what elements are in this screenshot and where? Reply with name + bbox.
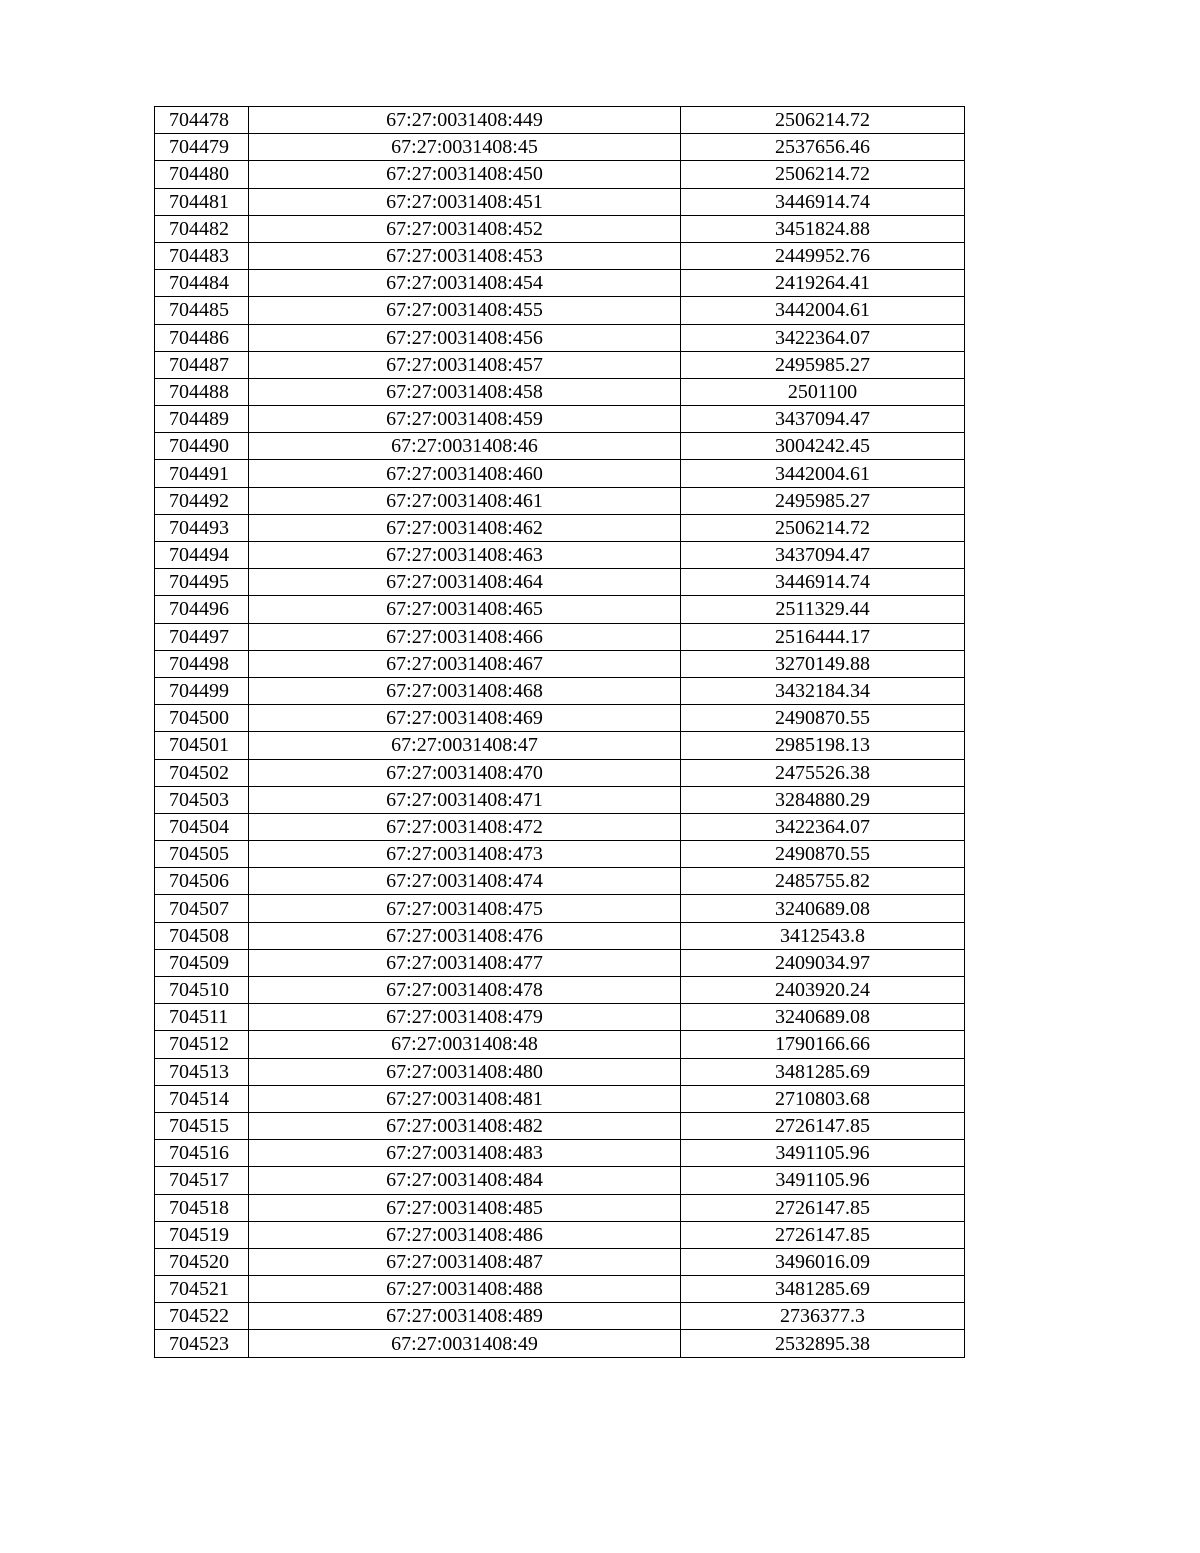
cadastral-value-cell: 2506214.72 <box>681 107 965 134</box>
cadastral-number-cell: 67:27:0031408:464 <box>249 569 681 596</box>
table-row <box>155 378 965 405</box>
row-number-cell: 704509 <box>155 949 249 976</box>
table-row <box>155 1330 965 1357</box>
cadastral-number-cell: 67:27:0031408:454 <box>249 270 681 297</box>
table-row <box>155 351 965 378</box>
row-number-cell: 704504 <box>155 813 249 840</box>
table-row <box>155 1112 965 1139</box>
cadastral-value-cell: 2532895.38 <box>681 1330 965 1357</box>
row-number-cell: 704488 <box>155 378 249 405</box>
cadastral-number-cell: 67:27:0031408:475 <box>249 895 681 922</box>
cadastral-number-cell: 67:27:0031408:483 <box>249 1140 681 1167</box>
row-number-cell: 704519 <box>155 1221 249 1248</box>
row-number-cell: 704503 <box>155 786 249 813</box>
row-number-cell: 704498 <box>155 650 249 677</box>
row-number-cell: 704514 <box>155 1085 249 1112</box>
cadastral-value-cell: 3004242.45 <box>681 433 965 460</box>
table-row <box>155 161 965 188</box>
cadastral-number-cell: 67:27:0031408:449 <box>249 107 681 134</box>
table-row <box>155 487 965 514</box>
table-row <box>155 1167 965 1194</box>
cadastral-value-cell: 2506214.72 <box>681 161 965 188</box>
cadastral-value-cell: 2490870.55 <box>681 705 965 732</box>
cadastral-value-cell: 3422364.07 <box>681 324 965 351</box>
row-number-cell: 704500 <box>155 705 249 732</box>
cadastral-value-cell: 3284880.29 <box>681 786 965 813</box>
table-row <box>155 596 965 623</box>
cadastral-value-cell: 3270149.88 <box>681 650 965 677</box>
cadastral-number-cell: 67:27:0031408:482 <box>249 1112 681 1139</box>
table-row <box>155 324 965 351</box>
row-number-cell: 704491 <box>155 460 249 487</box>
cadastral-number-cell: 67:27:0031408:484 <box>249 1167 681 1194</box>
cadastral-value-cell: 2726147.85 <box>681 1221 965 1248</box>
row-number-cell: 704499 <box>155 677 249 704</box>
cadastral-value-cell: 3412543.8 <box>681 922 965 949</box>
table-row <box>155 1276 965 1303</box>
cadastral-number-cell: 67:27:0031408:460 <box>249 460 681 487</box>
cadastral-value-cell: 3422364.07 <box>681 813 965 840</box>
table-row <box>155 977 965 1004</box>
cadastral-value-cell: 3437094.47 <box>681 406 965 433</box>
table-row <box>155 242 965 269</box>
table-row <box>155 297 965 324</box>
row-number-cell: 704513 <box>155 1058 249 1085</box>
cadastral-number-cell: 67:27:0031408:466 <box>249 623 681 650</box>
cadastral-number-cell: 67:27:0031408:485 <box>249 1194 681 1221</box>
cadastral-number-cell: 67:27:0031408:49 <box>249 1330 681 1357</box>
row-number-cell: 704494 <box>155 542 249 569</box>
cadastral-number-cell: 67:27:0031408:453 <box>249 242 681 269</box>
cadastral-value-cell: 2710803.68 <box>681 1085 965 1112</box>
row-number-cell: 704517 <box>155 1167 249 1194</box>
cadastral-value-cell: 3451824.88 <box>681 215 965 242</box>
row-number-cell: 704518 <box>155 1194 249 1221</box>
cadastral-number-cell: 67:27:0031408:471 <box>249 786 681 813</box>
cadastral-number-cell: 67:27:0031408:457 <box>249 351 681 378</box>
cadastral-number-cell: 67:27:0031408:481 <box>249 1085 681 1112</box>
table-row <box>155 677 965 704</box>
cadastral-number-cell: 67:27:0031408:450 <box>249 161 681 188</box>
table-row <box>155 433 965 460</box>
row-number-cell: 704520 <box>155 1248 249 1275</box>
row-number-cell: 704521 <box>155 1276 249 1303</box>
cadastral-value-cell: 3446914.74 <box>681 188 965 215</box>
cadastral-number-cell: 67:27:0031408:480 <box>249 1058 681 1085</box>
table-row <box>155 1085 965 1112</box>
row-number-cell: 704510 <box>155 977 249 1004</box>
table-row <box>155 732 965 759</box>
table-row <box>155 868 965 895</box>
table-row <box>155 813 965 840</box>
cadastral-value-cell: 2495985.27 <box>681 487 965 514</box>
cadastral-value-cell: 3442004.61 <box>681 297 965 324</box>
row-number-cell: 704492 <box>155 487 249 514</box>
row-number-cell: 704478 <box>155 107 249 134</box>
cadastral-value-cell: 2409034.97 <box>681 949 965 976</box>
table-row <box>155 1031 965 1058</box>
cadastral-value-cell: 2501100 <box>681 378 965 405</box>
table-row <box>155 705 965 732</box>
cadastral-number-cell: 67:27:0031408:478 <box>249 977 681 1004</box>
cadastral-number-cell: 67:27:0031408:477 <box>249 949 681 976</box>
cadastral-number-cell: 67:27:0031408:455 <box>249 297 681 324</box>
cadastral-number-cell: 67:27:0031408:48 <box>249 1031 681 1058</box>
cadastral-number-cell: 67:27:0031408:467 <box>249 650 681 677</box>
table-row <box>155 650 965 677</box>
row-number-cell: 704483 <box>155 242 249 269</box>
cadastral-number-cell: 67:27:0031408:486 <box>249 1221 681 1248</box>
cadastral-number-cell: 67:27:0031408:472 <box>249 813 681 840</box>
table-row <box>155 569 965 596</box>
row-number-cell: 704516 <box>155 1140 249 1167</box>
cadastral-value-cell: 3240689.08 <box>681 1004 965 1031</box>
cadastral-value-cell: 2419264.41 <box>681 270 965 297</box>
table-row <box>155 759 965 786</box>
cadastral-number-cell: 67:27:0031408:451 <box>249 188 681 215</box>
table-row <box>155 1248 965 1275</box>
cadastral-value-cell: 2490870.55 <box>681 841 965 868</box>
cadastral-value-cell: 2485755.82 <box>681 868 965 895</box>
cadastral-number-cell: 67:27:0031408:458 <box>249 378 681 405</box>
row-number-cell: 704479 <box>155 134 249 161</box>
cadastral-value-cell: 2736377.3 <box>681 1303 965 1330</box>
cadastral-number-cell: 67:27:0031408:488 <box>249 1276 681 1303</box>
row-number-cell: 704512 <box>155 1031 249 1058</box>
row-number-cell: 704482 <box>155 215 249 242</box>
cadastral-number-cell: 67:27:0031408:462 <box>249 514 681 541</box>
cadastral-value-cell: 3432184.34 <box>681 677 965 704</box>
cadastral-value-cell: 2475526.38 <box>681 759 965 786</box>
cadastral-number-cell: 67:27:0031408:487 <box>249 1248 681 1275</box>
cadastral-number-cell: 67:27:0031408:461 <box>249 487 681 514</box>
row-number-cell: 704505 <box>155 841 249 868</box>
table-row <box>155 270 965 297</box>
cadastral-number-cell: 67:27:0031408:459 <box>249 406 681 433</box>
cadastral-value-cell: 2495985.27 <box>681 351 965 378</box>
cadastral-number-cell: 67:27:0031408:47 <box>249 732 681 759</box>
cadastral-value-cell: 3481285.69 <box>681 1058 965 1085</box>
table-row <box>155 188 965 215</box>
row-number-cell: 704481 <box>155 188 249 215</box>
row-number-cell: 704501 <box>155 732 249 759</box>
row-number-cell: 704485 <box>155 297 249 324</box>
cadastral-number-cell: 67:27:0031408:474 <box>249 868 681 895</box>
cadastral-value-cell: 1790166.66 <box>681 1031 965 1058</box>
table-row <box>155 1194 965 1221</box>
cadastral-number-cell: 67:27:0031408:470 <box>249 759 681 786</box>
cadastral-number-cell: 67:27:0031408:469 <box>249 705 681 732</box>
cadastral-value-cell: 2511329.44 <box>681 596 965 623</box>
cadastral-value-cell: 3491105.96 <box>681 1167 965 1194</box>
row-number-cell: 704511 <box>155 1004 249 1031</box>
cadastral-value-cell: 3442004.61 <box>681 460 965 487</box>
table-row <box>155 922 965 949</box>
table-row <box>155 107 965 134</box>
cadastral-number-cell: 67:27:0031408:45 <box>249 134 681 161</box>
cadastral-value-cell: 3437094.47 <box>681 542 965 569</box>
cadastral-value-cell: 2403920.24 <box>681 977 965 1004</box>
cadastral-value-table <box>154 106 965 1358</box>
row-number-cell: 704515 <box>155 1112 249 1139</box>
cadastral-value-cell: 2516444.17 <box>681 623 965 650</box>
cadastral-value-cell: 3446914.74 <box>681 569 965 596</box>
row-number-cell: 704484 <box>155 270 249 297</box>
table-row <box>155 1221 965 1248</box>
table-body <box>155 107 965 1358</box>
cadastral-value-cell: 3240689.08 <box>681 895 965 922</box>
row-number-cell: 704495 <box>155 569 249 596</box>
row-number-cell: 704489 <box>155 406 249 433</box>
row-number-cell: 704502 <box>155 759 249 786</box>
row-number-cell: 704508 <box>155 922 249 949</box>
table-row <box>155 406 965 433</box>
cadastral-value-cell: 3496016.09 <box>681 1248 965 1275</box>
row-number-cell: 704487 <box>155 351 249 378</box>
row-number-cell: 704506 <box>155 868 249 895</box>
table-row <box>155 895 965 922</box>
cadastral-number-cell: 67:27:0031408:468 <box>249 677 681 704</box>
cadastral-number-cell: 67:27:0031408:46 <box>249 433 681 460</box>
cadastral-number-cell: 67:27:0031408:465 <box>249 596 681 623</box>
cadastral-value-cell: 2726147.85 <box>681 1194 965 1221</box>
row-number-cell: 704523 <box>155 1330 249 1357</box>
row-number-cell: 704480 <box>155 161 249 188</box>
cadastral-value-cell: 3491105.96 <box>681 1140 965 1167</box>
row-number-cell: 704486 <box>155 324 249 351</box>
row-number-cell: 704496 <box>155 596 249 623</box>
cadastral-value-cell: 3481285.69 <box>681 1276 965 1303</box>
row-number-cell: 704507 <box>155 895 249 922</box>
cadastral-number-cell: 67:27:0031408:489 <box>249 1303 681 1330</box>
cadastral-number-cell: 67:27:0031408:463 <box>249 542 681 569</box>
cadastral-value-cell: 2726147.85 <box>681 1112 965 1139</box>
table-row <box>155 949 965 976</box>
table-row <box>155 623 965 650</box>
cadastral-number-cell: 67:27:0031408:456 <box>249 324 681 351</box>
table-row <box>155 542 965 569</box>
table-row <box>155 215 965 242</box>
cadastral-number-cell: 67:27:0031408:473 <box>249 841 681 868</box>
row-number-cell: 704522 <box>155 1303 249 1330</box>
table-row <box>155 1004 965 1031</box>
cadastral-value-cell: 2449952.76 <box>681 242 965 269</box>
row-number-cell: 704490 <box>155 433 249 460</box>
table-row <box>155 1303 965 1330</box>
cadastral-value-cell: 2985198.13 <box>681 732 965 759</box>
row-number-cell: 704493 <box>155 514 249 541</box>
cadastral-number-cell: 67:27:0031408:452 <box>249 215 681 242</box>
table-row <box>155 1140 965 1167</box>
table-row <box>155 786 965 813</box>
cadastral-value-cell: 2537656.46 <box>681 134 965 161</box>
row-number-cell: 704497 <box>155 623 249 650</box>
table-row <box>155 514 965 541</box>
table-row <box>155 841 965 868</box>
cadastral-number-cell: 67:27:0031408:476 <box>249 922 681 949</box>
cadastral-value-cell: 2506214.72 <box>681 514 965 541</box>
cadastral-number-cell: 67:27:0031408:479 <box>249 1004 681 1031</box>
table-row <box>155 134 965 161</box>
table-row <box>155 1058 965 1085</box>
table-row <box>155 460 965 487</box>
